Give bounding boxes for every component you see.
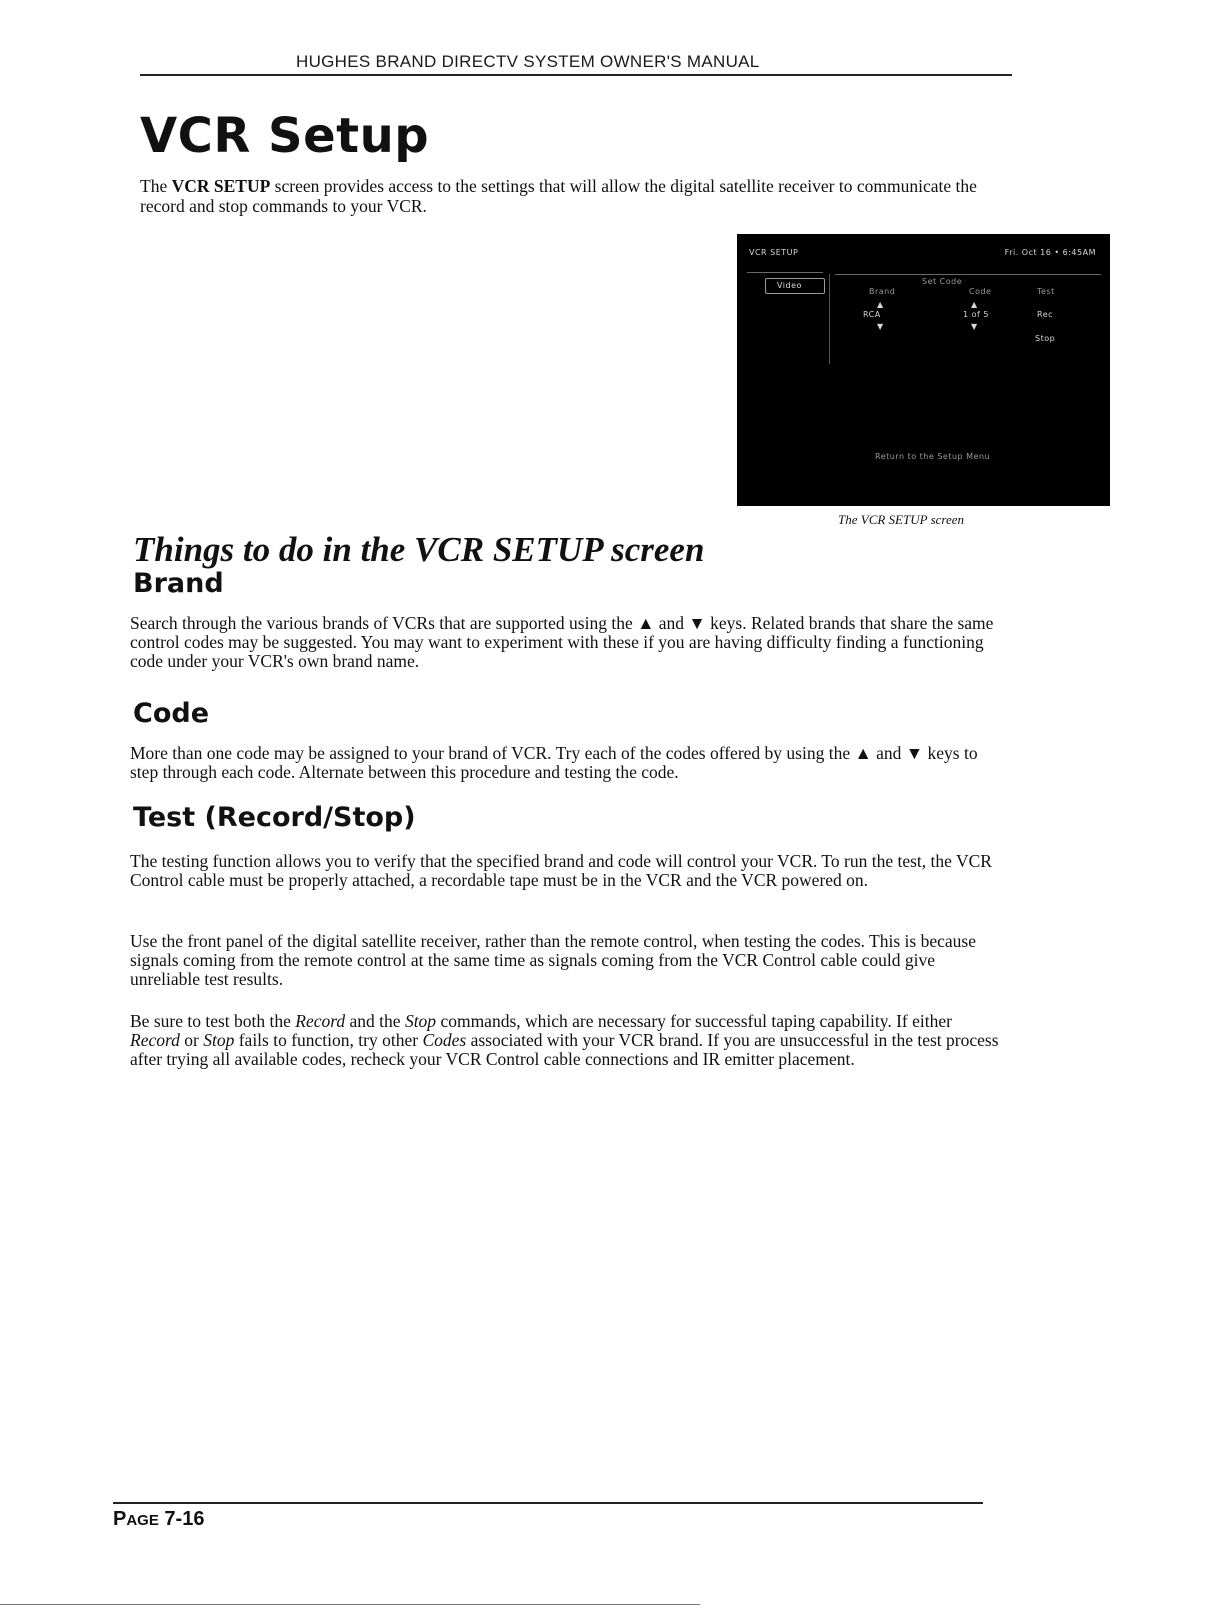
- stop-term: Stop: [203, 1030, 235, 1050]
- up-arrow-icon: ▲: [971, 300, 978, 309]
- code-heading: Code: [133, 698, 210, 729]
- code-paragraph: More than one code may be assigned to your brand of VCR. Try each of the codes offered by using the ▲ and ▼ keys to step through each code. Alternate between this procedure and testing the code.: [130, 743, 978, 782]
- intro-paragraph: [140, 176, 1020, 216]
- page-number: [113, 1508, 204, 1531]
- test-column-label: Test: [1037, 287, 1055, 296]
- section-title: Things to do in the VCR SETUP screen: [133, 530, 705, 569]
- intro-text-end: screen provides access to the settings that will allow the digital satellite receiver to communicate the record and stop commands to your VCR.: [140, 176, 977, 216]
- down-arrow-icon: ▼: [971, 322, 978, 331]
- record-term: Record: [295, 1011, 346, 1031]
- header-rule: [140, 74, 1012, 76]
- test-paragraph-1: The testing function allows you to verify that the specified brand and code will control your VCR. To run the test, the VCR Control cable must be properly attached, a recordable tape must be in the VCR and the VCR powered on.: [130, 851, 992, 890]
- test-heading: Test (Record/Stop): [133, 802, 416, 833]
- test-record-option: Rec: [1037, 310, 1054, 319]
- page-title: VCR Setup: [140, 108, 430, 164]
- panel-top-rule: [835, 274, 1101, 275]
- brand-paragraph: Search through the various brands of VCRs that are supported using the ▲ and ▼ keys. Related brands that share the same control codes may be suggested. You may want to experiment with these if you are having difficulty finding a functioning code under your VCR's own brand name.: [130, 613, 994, 671]
- up-arrow-icon: ▲: [877, 300, 884, 309]
- tab-divider: [747, 272, 823, 273]
- text-run: and the: [345, 1011, 405, 1031]
- page-word-rest: AGE: [126, 1512, 159, 1529]
- screen-title: VCR SETUP: [749, 248, 799, 257]
- stop-term: Stop: [404, 1011, 437, 1031]
- panel-divider: [829, 274, 830, 364]
- record-term: Record: [130, 1030, 180, 1050]
- return-to-setup-menu: Return to the Setup Menu: [875, 452, 991, 461]
- text-run: or: [179, 1030, 204, 1050]
- running-header-text: HUGHES BRAND DIRECTV SYSTEM OWNER'S MANUAL: [296, 52, 760, 71]
- page-number-value: 7-16: [164, 1508, 205, 1530]
- intro-bold-term: VCR SETUP: [171, 176, 271, 196]
- brand-value: RCA: [863, 310, 881, 319]
- set-code-label: Set Code: [922, 277, 963, 286]
- brand-heading: Brand: [133, 568, 224, 599]
- code-column-label: Code: [969, 287, 992, 296]
- test-stop-option: Stop: [1035, 334, 1056, 343]
- test-paragraph-2: Use the front panel of the digital satellite receiver, rather than the remote control, when testing the codes. This is because signals coming from the remote control at the same time as signals coming from the VCR Control cable could give unreliable test results.: [130, 931, 976, 989]
- page-word-initial: P: [113, 1508, 127, 1530]
- codes-term: Codes: [422, 1030, 467, 1050]
- brand-column-label: Brand: [869, 287, 896, 296]
- figure-caption: The VCR SETUP screen: [838, 512, 965, 527]
- footer-rule: [113, 1502, 983, 1504]
- code-value: 1 of 5: [963, 310, 989, 319]
- text-run: associated with your VCR brand. If you are unsuccessful in the test process after trying all available codes, recheck your VCR Control cable connections and IR emitter placement.: [130, 1030, 999, 1069]
- vcr-setup-screenshot: [737, 234, 1110, 506]
- intro-text-start: The: [140, 176, 172, 196]
- text-run: commands, which are necessary for successful taping capability. If either: [436, 1011, 952, 1031]
- text-run: Be sure to test both the: [130, 1011, 296, 1031]
- test-paragraph-3: [130, 1012, 1000, 1069]
- text-run: fails to function, try other: [234, 1030, 423, 1050]
- video-tab-label: Video: [777, 281, 802, 290]
- screen-datetime: Fri. Oct 16 • 6:45AM: [1004, 248, 1096, 257]
- scan-edge-line: [0, 1604, 700, 1605]
- down-arrow-icon: ▼: [877, 322, 884, 331]
